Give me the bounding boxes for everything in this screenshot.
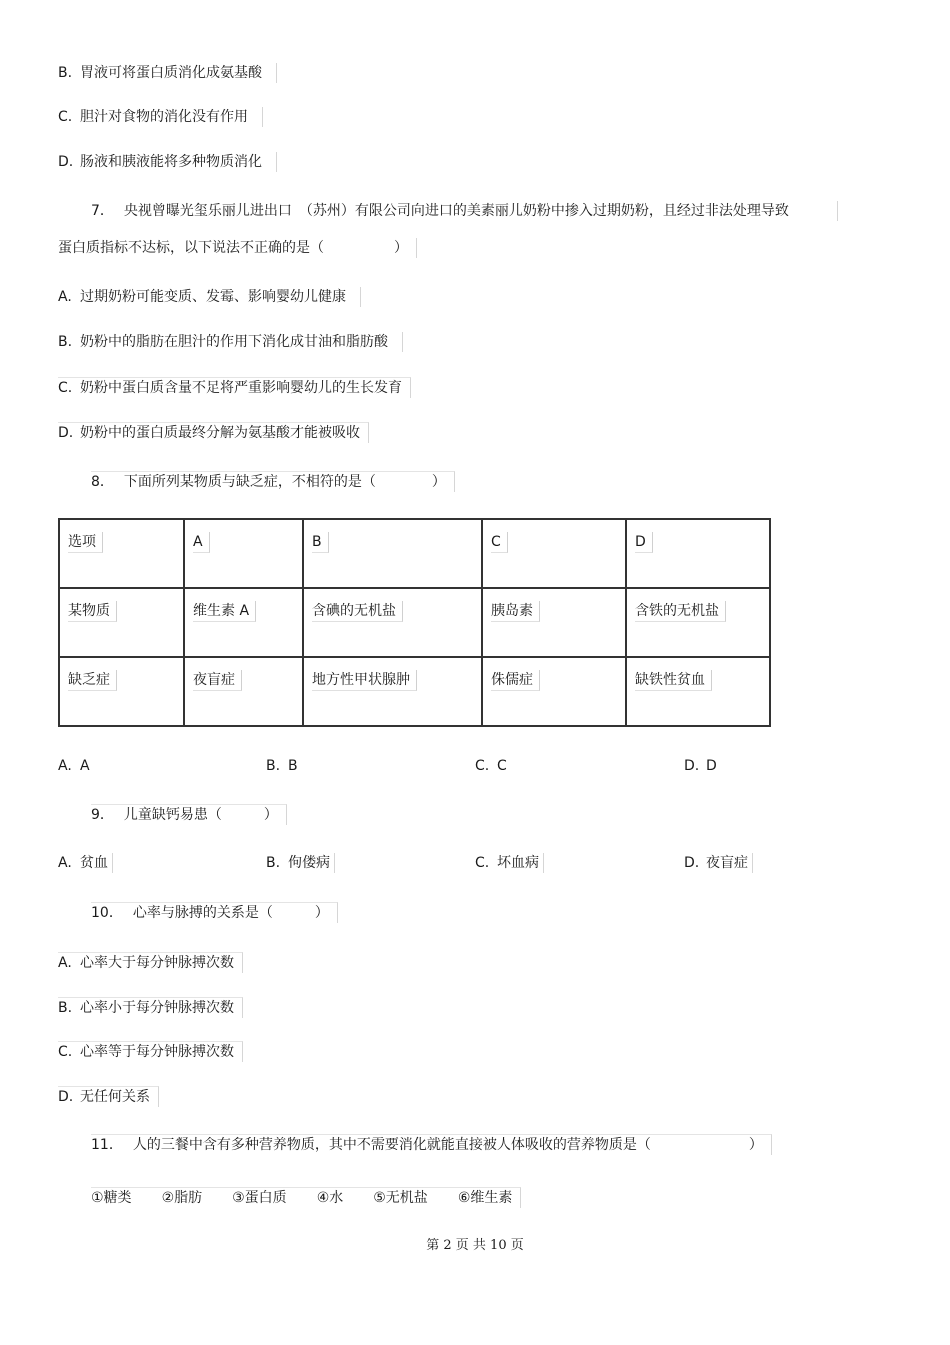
cell-text: 维生素 A — [193, 601, 256, 622]
q9-option-d[interactable] — [684, 853, 753, 873]
question-text: 人的三餐中含有多种营养物质，其中不需要消化就能直接被人体吸收的营养物质是（ ） — [132, 1137, 763, 1153]
q11-items — [91, 1187, 521, 1208]
option-letter: A. — [58, 289, 72, 305]
q7-option-c[interactable] — [58, 377, 411, 398]
option-text: 奶粉中的脂肪在胆汁的作用下消化成甘油和脂肪酸 — [80, 334, 388, 350]
option-letter: D. — [58, 154, 74, 170]
table-cell — [626, 588, 770, 657]
q9-option-a[interactable] — [58, 853, 113, 873]
option-letter: A. — [58, 955, 72, 971]
cell-text: A — [193, 532, 210, 553]
table-cell — [482, 519, 626, 588]
table-cell — [184, 519, 303, 588]
q6-option-d[interactable] — [58, 152, 277, 172]
table-row — [59, 657, 770, 726]
option-letter: C. — [58, 1044, 73, 1060]
cell-text: 选项 — [68, 532, 103, 553]
option-text: 胃液可将蛋白质消化成氨基酸 — [80, 65, 262, 81]
table-cell — [59, 588, 184, 657]
item-vitamins: ⑥维生素 — [457, 1190, 513, 1206]
option-text: 奶粉中的蛋白质最终分解为氨基酸才能被吸收 — [80, 425, 360, 441]
item-minerals: ⑤无机盐 — [373, 1190, 428, 1206]
question-7-stem-continued — [58, 238, 417, 258]
q7-option-a[interactable] — [58, 287, 361, 307]
option-letter: D. — [684, 758, 700, 774]
option-letter: D. — [58, 425, 74, 441]
option-text: 佝偻病 — [288, 855, 330, 871]
option-text: 过期奶粉可能变质、发霉、影响婴幼儿健康 — [80, 289, 346, 305]
table-cell — [184, 588, 303, 657]
q10-option-c[interactable] — [58, 1041, 243, 1062]
cell-text: 缺乏症 — [68, 670, 117, 691]
question-number: 11． — [91, 1137, 123, 1153]
q8-option-c[interactable] — [475, 756, 507, 776]
cell-text: 地方性甲状腺肿 — [312, 670, 417, 691]
cell-text: 含铁的无机盐 — [635, 601, 726, 622]
cell-text: 夜盲症 — [193, 670, 242, 691]
table-cell — [482, 657, 626, 726]
option-letter: C. — [58, 380, 73, 396]
item-sugar: ①糖类 — [91, 1190, 132, 1206]
table-cell — [626, 657, 770, 726]
cell-text: 侏儒症 — [491, 670, 540, 691]
question-8-stem — [91, 471, 455, 492]
item-protein: ③蛋白质 — [232, 1190, 287, 1206]
q8-option-d[interactable] — [684, 756, 717, 776]
table-cell — [303, 657, 482, 726]
question-text: 儿童缺钙易患（ ） — [123, 807, 278, 823]
option-letter: A. — [58, 855, 72, 871]
question-number: 7． — [91, 203, 114, 219]
page-footer: 第 2 页 共 10 页 — [426, 1238, 524, 1253]
cell-text: C — [491, 532, 508, 553]
option-letter: B. — [266, 855, 281, 871]
q7-option-d[interactable] — [58, 422, 369, 443]
table-row — [59, 588, 770, 657]
option-text: B — [288, 758, 298, 774]
question-number: 10． — [91, 905, 123, 921]
option-letter: D. — [58, 1089, 74, 1105]
cell-text: 缺铁性贫血 — [635, 670, 712, 691]
cell-text: 某物质 — [68, 601, 117, 622]
question-10-stem — [91, 902, 338, 923]
option-text: 肠液和胰液能将多种物质消化 — [80, 154, 262, 170]
q8-option-b[interactable] — [266, 756, 298, 776]
q10-option-b[interactable] — [58, 997, 243, 1018]
table-cell — [59, 519, 184, 588]
table-row — [59, 519, 770, 588]
table-cell — [626, 519, 770, 588]
question-number: 8． — [91, 474, 114, 490]
option-text: 胆汁对食物的消化没有作用 — [80, 109, 248, 125]
q9-option-c[interactable] — [475, 853, 544, 873]
option-text: D — [706, 758, 717, 774]
option-text: C — [497, 758, 507, 774]
option-text: 奶粉中蛋白质含量不足将严重影响婴幼儿的生长发育 — [80, 380, 402, 396]
option-letter: B. — [58, 1000, 73, 1016]
question-9-stem — [91, 804, 287, 825]
question-number: 9． — [91, 807, 114, 823]
q6-option-b[interactable] — [58, 63, 277, 83]
option-letter: A. — [58, 758, 72, 774]
question-7-stem — [91, 201, 838, 221]
q10-option-d[interactable] — [58, 1086, 159, 1107]
option-text: 坏血病 — [497, 855, 539, 871]
table-cell — [184, 657, 303, 726]
cell-text: 胰岛素 — [491, 601, 540, 622]
q6-option-c[interactable] — [58, 107, 263, 127]
cell-text: 含碘的无机盐 — [312, 601, 403, 622]
question-text: 央视曾曝光玺乐丽儿进出口 （苏州）有限公司向进口的美素丽儿奶粉中掺入过期奶粉，且经过非法处理导致 — [123, 203, 789, 219]
deficiency-table — [58, 518, 771, 727]
question-text: 下面所列某物质与缺乏症，不相符的是（ ） — [123, 474, 446, 490]
table-cell — [303, 588, 482, 657]
q9-option-b[interactable] — [266, 853, 335, 873]
option-text: 无任何关系 — [80, 1089, 150, 1105]
question-text: 心率与脉搏的关系是（ ） — [132, 905, 329, 921]
option-letter: C. — [58, 109, 73, 125]
question-11-stem — [91, 1134, 772, 1155]
table-cell — [303, 519, 482, 588]
cell-text: B — [312, 532, 329, 553]
option-text: 心率等于每分钟脉搏次数 — [80, 1044, 234, 1060]
q7-option-b[interactable] — [58, 332, 403, 352]
table-cell — [482, 588, 626, 657]
table-cell — [59, 657, 184, 726]
option-letter: C. — [475, 758, 490, 774]
option-text: 心率小于每分钟脉搏次数 — [80, 1000, 234, 1016]
cell-text: D — [635, 532, 653, 553]
option-letter: C. — [475, 855, 490, 871]
question-text: 蛋白质指标不达标，以下说法不正确的是（ ） — [58, 240, 408, 256]
option-text: 贫血 — [80, 855, 108, 871]
option-letter: D. — [684, 855, 700, 871]
option-text: 心率大于每分钟脉搏次数 — [80, 955, 234, 971]
q10-option-a[interactable] — [58, 952, 243, 973]
option-letter: B. — [58, 65, 73, 81]
option-letter: B. — [266, 758, 281, 774]
option-text: 夜盲症 — [706, 855, 748, 871]
item-fat: ②脂肪 — [161, 1190, 203, 1206]
option-text: A — [80, 758, 90, 774]
option-letter: B. — [58, 334, 73, 350]
q8-option-a[interactable] — [58, 756, 90, 776]
item-water: ④水 — [316, 1190, 344, 1206]
